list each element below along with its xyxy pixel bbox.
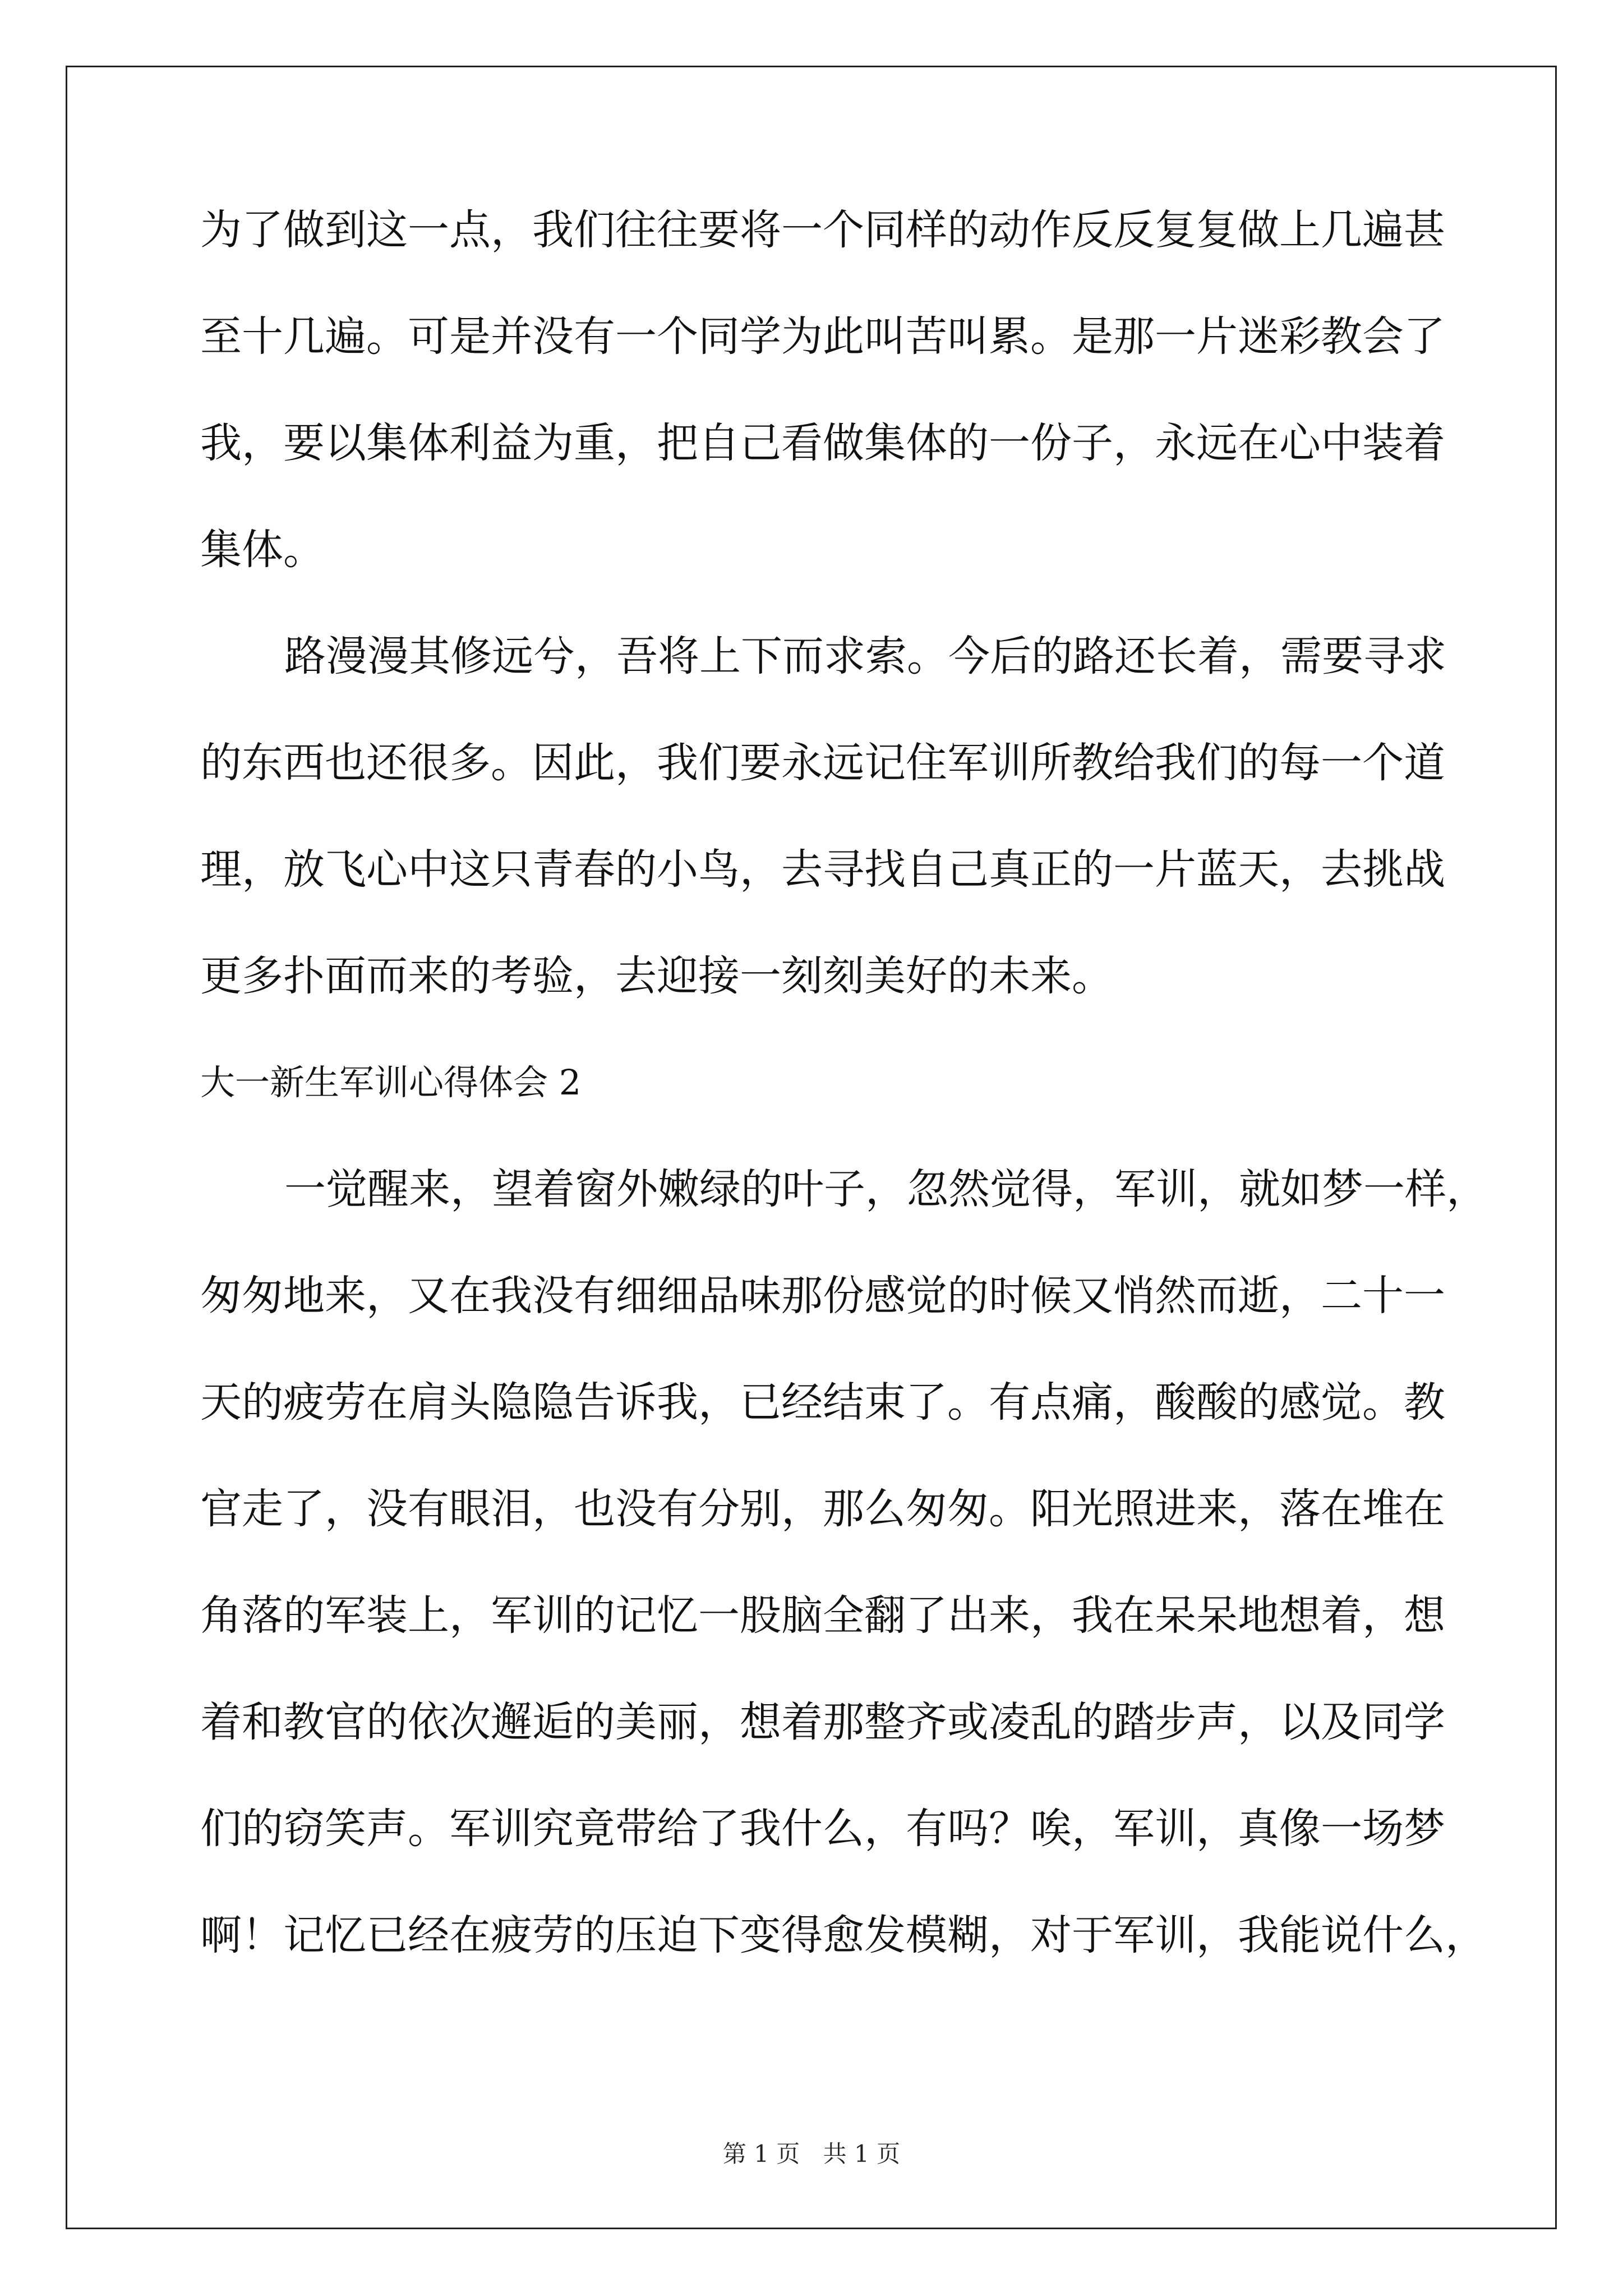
paragraph-1-line-1: 为了做到这一点，我们往往要将一个同样的动作反反复复做上几遍甚 — [200, 206, 1445, 254]
page-border — [66, 66, 1557, 2229]
section-heading: 大一新生军训心得体会 2 — [200, 1062, 582, 1103]
paragraph-3-line-3: 天的疲劳在肩头隐隐告诉我，已经结束了。有点痛，酸酸的感觉。教 — [200, 1378, 1445, 1427]
paragraph-3-line-1: 一觉醒来，望着窗外嫩绿的叶子，忽然觉得，军训，就如梦一样， — [284, 1165, 1488, 1213]
paragraph-2-line-2: 的东西也还很多。因此，我们要永远记住军训所教给我们的每一个道 — [200, 739, 1445, 787]
page-total: 共 1 页 — [823, 2140, 901, 2168]
paragraph-1-line-2: 至十几遍。可是并没有一个同学为此叫苦叫累。是那一片迷彩教会了 — [200, 312, 1445, 361]
paragraph-2-line-3: 理，放飞心中这只青春的小鸟，去寻找自己真正的一片蓝天，去挑战 — [200, 845, 1445, 894]
page-footer — [0, 2137, 1623, 2171]
paragraph-3-line-8: 啊！记忆已经在疲劳的压迫下变得愈发模糊，对于军训，我能说什么， — [200, 1911, 1487, 1959]
paragraph-3-line-7: 们的窃笑声。军训究竟带给了我什么，有吗？唉，军训，真像一场梦 — [200, 1805, 1445, 1853]
paragraph-3-line-4: 官走了，没有眼泪，也没有分别，那么匆匆。阳光照进来，落在堆在 — [200, 1485, 1445, 1533]
paragraph-2-line-1: 路漫漫其修远兮，吾将上下而求索。今后的路还长着，需要寻求 — [284, 632, 1446, 680]
paragraph-2-line-4: 更多扑面而来的考验，去迎接一刻刻美好的未来。 — [200, 952, 1113, 1000]
paragraph-1-line-4: 集体。 — [200, 526, 325, 574]
page-number: 第 1 页 — [722, 2140, 800, 2168]
paragraph-1-line-3: 我，要以集体利益为重，把自己看做集体的一份子，永远在心中装着 — [200, 419, 1445, 467]
paragraph-3-line-6: 着和教官的依次邂逅的美丽，想着那整齐或凌乱的踏步声，以及同学 — [200, 1698, 1445, 1746]
paragraph-3-line-2: 匆匆地来，又在我没有细细品味那份感觉的时候又悄然而逝，二十一 — [200, 1272, 1445, 1320]
paragraph-3-line-5: 角落的军装上，军训的记忆一股脑全翻了出来，我在呆呆地想着，想 — [200, 1591, 1445, 1640]
